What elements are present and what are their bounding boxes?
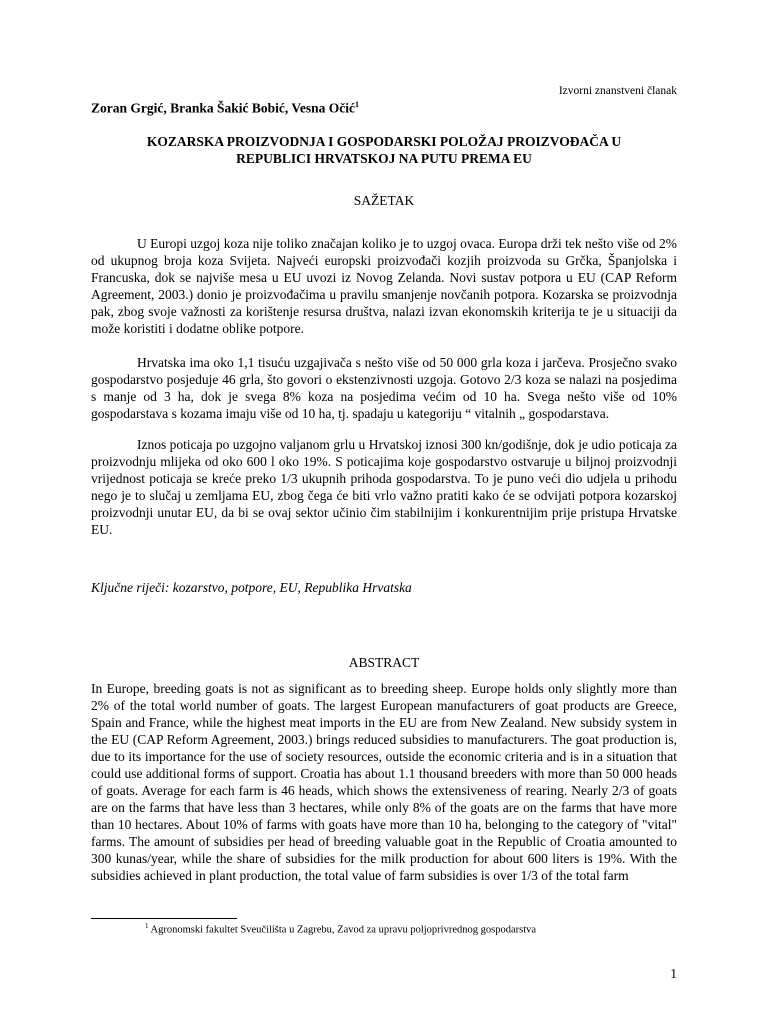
footnote-text: Agronomski fakultet Sveučilišta u Zagrebu, Zavod za upravu poljoprivrednog gospodarstva <box>150 924 537 936</box>
abstract-heading: ABSTRACT <box>348 655 420 670</box>
abstract-paragraph: In Europe, breeding goats is not as significant as to breeding sheep. Europe holds only slightly more than 2% of the total world number of goats. The largest European manufacturers of goat products are Greece, Spain and France, while the highest meat imports in the EU are from New Zealand. New subsidy system in the EU (CAP Reform Agreement, 2003.) brings reduced subsidies to manufacturers. The goat production is, due to its importance for the use of society resources, outside the economic criteria and is in a situation that could use additional forms of support. Croatia has about 1.1 thousand breeders with more than 50 000 heads of goats. Average for each farm is 46 heads, which shows the extensiveness of rearing. Nearly 2/3 of goats are on the farms that have less than 3 hectares, while only 8% of the goats are on the farms that have more than 10 hectares. About 10% of farms with goats have more than 10 ha, belonging to the category of "vital" farms. The amount of subsidies per head of breeding valuable goat in the Republic of Croatia amounted to 300 kunas/year, while the share of subsidies for the milk production for about 600 liters is 19%. With the subsidies achieved in plant production, the total value of farm subsidies is over 1/3 of the total farm <box>91 681 677 883</box>
sazetak-heading: SAŽETAK <box>353 193 415 208</box>
sazetak-paragraph-3: Iznos poticaja po uzgojno valjanom grlu u Hrvatskoj iznosi 300 kn/godišnje, dok je udio poticaja za proizvodnju mlijeka od oko 600 l oko 19%. S poticajima koje gospodarstvo ostvaruje u biljnoj proizvodnji vrijednost poticaja se kreće preko 1/3 ukupnih prihoda gospodarstva. To je puno veći dio udjela u prihodu nego je to slučaj u zemljama EU, zbog čega će biti vrlo važno pratiti kako će se odvijati potpora kozarskoj proizvodnji unutar EU, da bi se ovaj sektor učinio čim stabilnijim i konkurentnijim prije pristupa Hrvatske EU. <box>91 437 677 537</box>
author-footnote-mark: 1 <box>355 100 360 109</box>
footnote <box>145 922 536 936</box>
keywords: Ključne riječi: kozarstvo, potpore, EU, Republika Hrvatska <box>91 580 412 595</box>
title-line-2: REPUBLICI HRVATSKOJ NA PUTU PREMA EU <box>236 151 532 166</box>
footnote-divider <box>91 918 237 919</box>
authors <box>91 100 359 117</box>
page-number: 1 <box>670 966 677 981</box>
sazetak-paragraph-2: Hrvatska ima oko 1,1 tisuću uzgajivača s nešto više od 50 000 grla koza i jarčeva. Prosječno svako gospodarstvo posjeduje 46 grla, što govori o ekstenzivnosti uzgoja. Gotovo 2/3 koza se nalazi na posjedima s manje od 3 ha, dok je svega 8% koza na posjedima većim od 10 ha. Svega nešto više od 10% gospodarstava s kozama imaju više od 10 ha, tj. spadaju u kategoriju “ vitalnih „ gospodarstava. <box>91 355 677 421</box>
sazetak-paragraph-1: U Europi uzgoj koza nije toliko značajan koliko je to uzgoj ovaca. Europa drži tek nešto više od 2% od ukupnog broja koza Svijeta. Najveći europski proizvođači kozjih proizvoda su Grčka, Španjolska i Francuska, dok se najviše mesa u EU uvozi iz Novog Zelanda. Novi sustav potpora u EU (CAP Reform Agreement, 2003.) donio je proizvođačima u pravilu smanjenje novčanih potpora. Kozarska se proizvodnja pak, zbog svoje važnosti za korištenje resursa društva, nalazi izvan ekonomskih kriterija te je u situaciji da može koristiti i dodatne oblike potpore. <box>91 236 677 336</box>
author-names: Zoran Grgić, Branka Šakić Bobić, Vesna Očić <box>91 100 356 116</box>
paper-title <box>91 133 677 167</box>
article-type-label: Izvorni znanstveni članak <box>558 85 677 97</box>
title-line-1: KOZARSKA PROIZVODNJA I GOSPODARSKI POLOŽAJ PROIZVOĐAČA U <box>146 134 622 149</box>
footnote-mark: 1 <box>145 922 149 930</box>
